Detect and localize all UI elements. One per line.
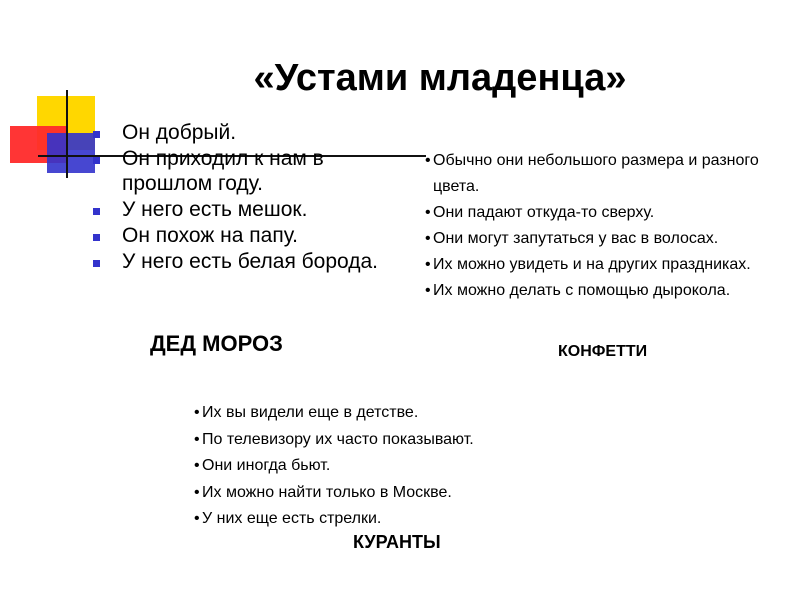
square-bullet-icon [93,208,100,215]
riddle-3-clue: • Они иногда бьют. [194,453,674,480]
riddle-3-answer: КУРАНТЫ [353,532,441,552]
dot-bullet-icon: • [194,430,200,448]
dot-bullet-icon: • [194,483,200,501]
riddle-1-clue: Он приходил к нам в прошлом году. [90,146,380,196]
riddle-3-clue: • Их вы видели еще в детстве. [194,400,674,427]
riddle-1-clues [90,120,380,275]
riddle-2-clue: • Обычно они небольшого размера и разного цвета. [425,148,795,200]
riddle-3-clue: • Их можно найти только в Москве. [194,480,674,507]
dot-bullet-icon: • [425,256,431,273]
square-bullet-icon [93,234,100,241]
riddle-2-clue: • Их можно увидеть и на других праздниках. [425,252,795,278]
riddle-3-clues [194,400,674,533]
square-bullet-icon [93,260,100,267]
slide-title: «Устами младенца» [253,57,627,99]
riddle-2-clue: • Их можно делать с помощью дырокола. [425,278,795,304]
square-bullet-icon [93,157,100,164]
riddle-2-clues [425,148,795,304]
dot-bullet-icon: • [425,204,431,221]
square-bullet-icon [93,131,100,138]
dot-bullet-icon: • [194,404,200,421]
dot-bullet-icon: • [194,510,200,527]
riddle-1-clue: У него есть мешок. [90,197,380,222]
riddle-3-clue: • По телевизору их часто показывают. [194,427,674,454]
dot-bullet-icon: • [425,230,431,247]
riddle-1-clue: Он добрый. [90,120,380,145]
dot-bullet-icon: • [194,457,200,474]
riddle-1-clue: Он похож на папу. [90,223,380,248]
dot-bullet-icon: • [425,282,431,299]
riddle-2-answer: КОНФЕТТИ [558,343,648,360]
riddle-2-clue: • Они падают откуда-то сверху. [425,200,795,226]
decor-blue-square [47,133,95,173]
riddle-1-answer: ДЕД МОРОЗ [150,331,283,356]
riddle-2-clue: • Они могут запутаться у вас в волосах. [425,226,795,252]
riddle-1-clue: У него есть белая борода. [90,249,380,274]
riddle-3-clue: • У них еще есть стрелки. [194,506,674,533]
dot-bullet-icon: • [425,152,431,169]
